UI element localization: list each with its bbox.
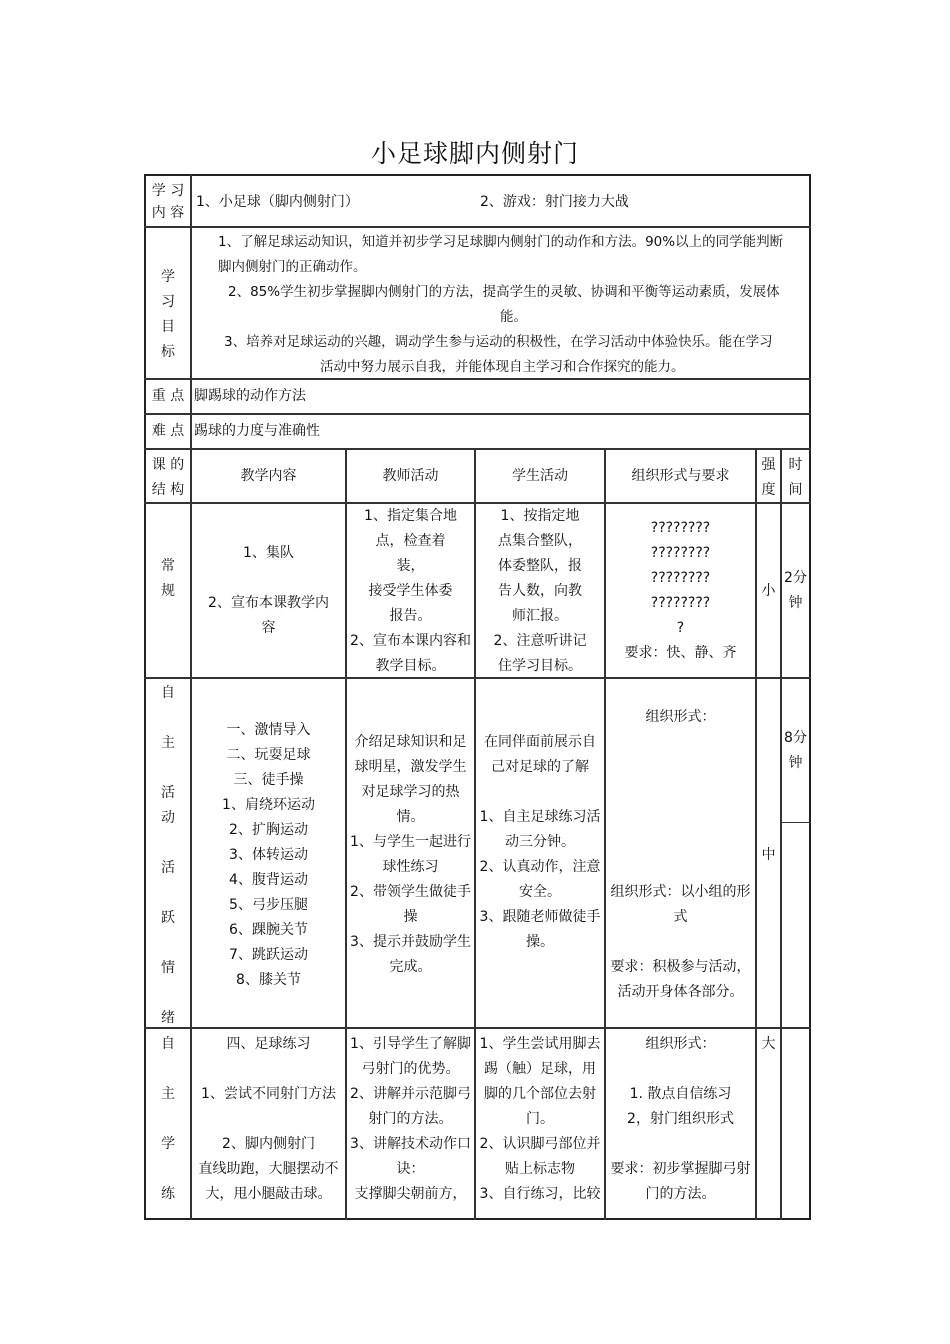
content-header: 教学内容 <box>240 468 297 484</box>
warmup-label: 自 主 活 动 活 跃 情 绪 <box>161 685 175 1026</box>
goals-label: 学 习 目 标 <box>161 269 175 360</box>
difficulty-text: 踢球的力度与准确性 <box>194 423 320 439</box>
col-divider <box>755 448 757 1220</box>
organization-header: 组织形式与要求 <box>631 468 730 484</box>
warmup-content: 一、激情导入 二、玩耍足球 三、徒手操 1、肩绕环运动 2、扩胸运动 3、体转运动 4、腹背运动 5、弓步压腿 6、踝腕关节 7、跳跃运动 8、膝关节 <box>222 722 315 988</box>
goal-2-line1: 2、85%学生初步掌握脚内侧射门的方法，提高学生的灵敏、协调和平衡等运动素质，发展体 <box>228 284 780 300</box>
warmup-teacher: 介绍足球知识和足 球明星，激发学生 对足球学习的热 情。 1、与学生一起进行 球性练习 2、带领学生做徒手 操 3、提示并鼓励学生 完成。 <box>350 734 471 975</box>
key-point-label: 重 点 <box>151 388 185 404</box>
row-divider <box>144 413 811 415</box>
content-label <box>146 180 190 224</box>
difficulty-label: 难 点 <box>151 423 185 439</box>
goal-1-line1: 1、了解足球运动知识，知道并初步学习足球脚内侧射门的动作和方法。90%以上的同学能判断 <box>218 234 784 250</box>
warmup-organization: 组织形式： 组织形式：以小组的形 式 要求：积极参与活动， 活动开身体各部分。 <box>610 709 751 1000</box>
goal-3-line1: 3、培养对足球运动的兴趣，调动学生参与运动的积极性，在学习活动中体验快乐。能在学习 <box>224 334 773 350</box>
routine-time: 2分 钟 <box>784 570 807 611</box>
practice-intensity: 大 <box>761 1036 776 1052</box>
goal-3-line2: 活动中努力展示自我，并能体现自主学习和合作探究的能力。 <box>320 359 685 375</box>
warmup-student: 在同伴面前展示自 己对足球的了解 1、自主足球练习活 动三分钟。 2、认真动作，注意 安全。 3、跟随老师做徒手 操。 <box>479 734 601 950</box>
routine-content: 1、集队 2、宣布本课教学内 容 <box>208 545 329 636</box>
goal-2-line2: 能。 <box>500 309 527 325</box>
content-label-line2: 内 容 <box>151 205 185 221</box>
student-header: 学生活动 <box>512 468 568 484</box>
routine-student: 1、按指定地 点集合整队， 体委整队，报 告人数，向教 师汇报。 2、注意听讲记 住学习目标。 <box>493 508 587 674</box>
intensity-header: 强 度 <box>761 457 776 498</box>
practice-content: 四、足球练习 1、尝试不同射门方法 2、脚内侧射门 直线助跑，大腿摆动不 大，甩小腿敲击球。 <box>198 1036 339 1202</box>
time-header: 时 间 <box>788 457 803 498</box>
content-item-1: 1、小足球（脚内侧射门） <box>196 194 359 210</box>
practice-student: 1、学生尝试用脚去 踢（触）足球，用 脚的几个部位去射 门。 2、认识脚弓部位并 贴上标志物 3、自行练习，比较 <box>479 1036 601 1202</box>
structure-header <box>146 453 190 503</box>
structure-header-line2: 结 构 <box>151 482 185 498</box>
warmup-time: 8分 钟 <box>784 730 807 771</box>
practice-label: 自 主 学 练 <box>161 1036 175 1202</box>
routine-label: 常 规 <box>161 558 175 599</box>
structure-header-line1: 课 的 <box>151 457 185 473</box>
goals-text <box>196 230 808 380</box>
goal-1-line2: 脚内侧射门的正确动作。 <box>218 259 367 275</box>
row-divider <box>144 1027 811 1029</box>
practice-organization: 组织形式： 1. 散点自信练习 2，射门组织形式 要求：初步掌握脚弓射 门的方法。 <box>610 1036 751 1202</box>
content-item-2: 2、游戏：射门接力大战 <box>480 194 629 210</box>
practice-teacher: 1、引导学生了解脚 弓射门的优势。 2、讲解并示范脚弓 射门的方法。 3、讲解技术动作口 诀： 支撑脚尖朝前方， <box>350 1036 471 1202</box>
key-point-text: 脚踢球的动作方法 <box>194 388 306 404</box>
content-label-line1: 学 习 <box>151 183 185 199</box>
routine-organization: ???????? ???????? ???????? ???????? ? 要求：快、静、齐 <box>624 520 737 661</box>
page-title: 小足球脚内侧射门 <box>370 139 579 168</box>
col-divider <box>780 448 782 1220</box>
time-cell-divider <box>781 822 811 823</box>
routine-teacher: 1、指定集合地 点，检查着 装， 接受学生体委 报告。 2、宣布本课内容和 教学目标。 <box>350 508 471 674</box>
row-divider <box>144 448 811 450</box>
routine-intensity: 小 <box>761 583 776 599</box>
warmup-intensity: 中 <box>761 847 776 863</box>
teacher-header: 教师活动 <box>382 468 439 484</box>
row-divider <box>144 226 811 228</box>
